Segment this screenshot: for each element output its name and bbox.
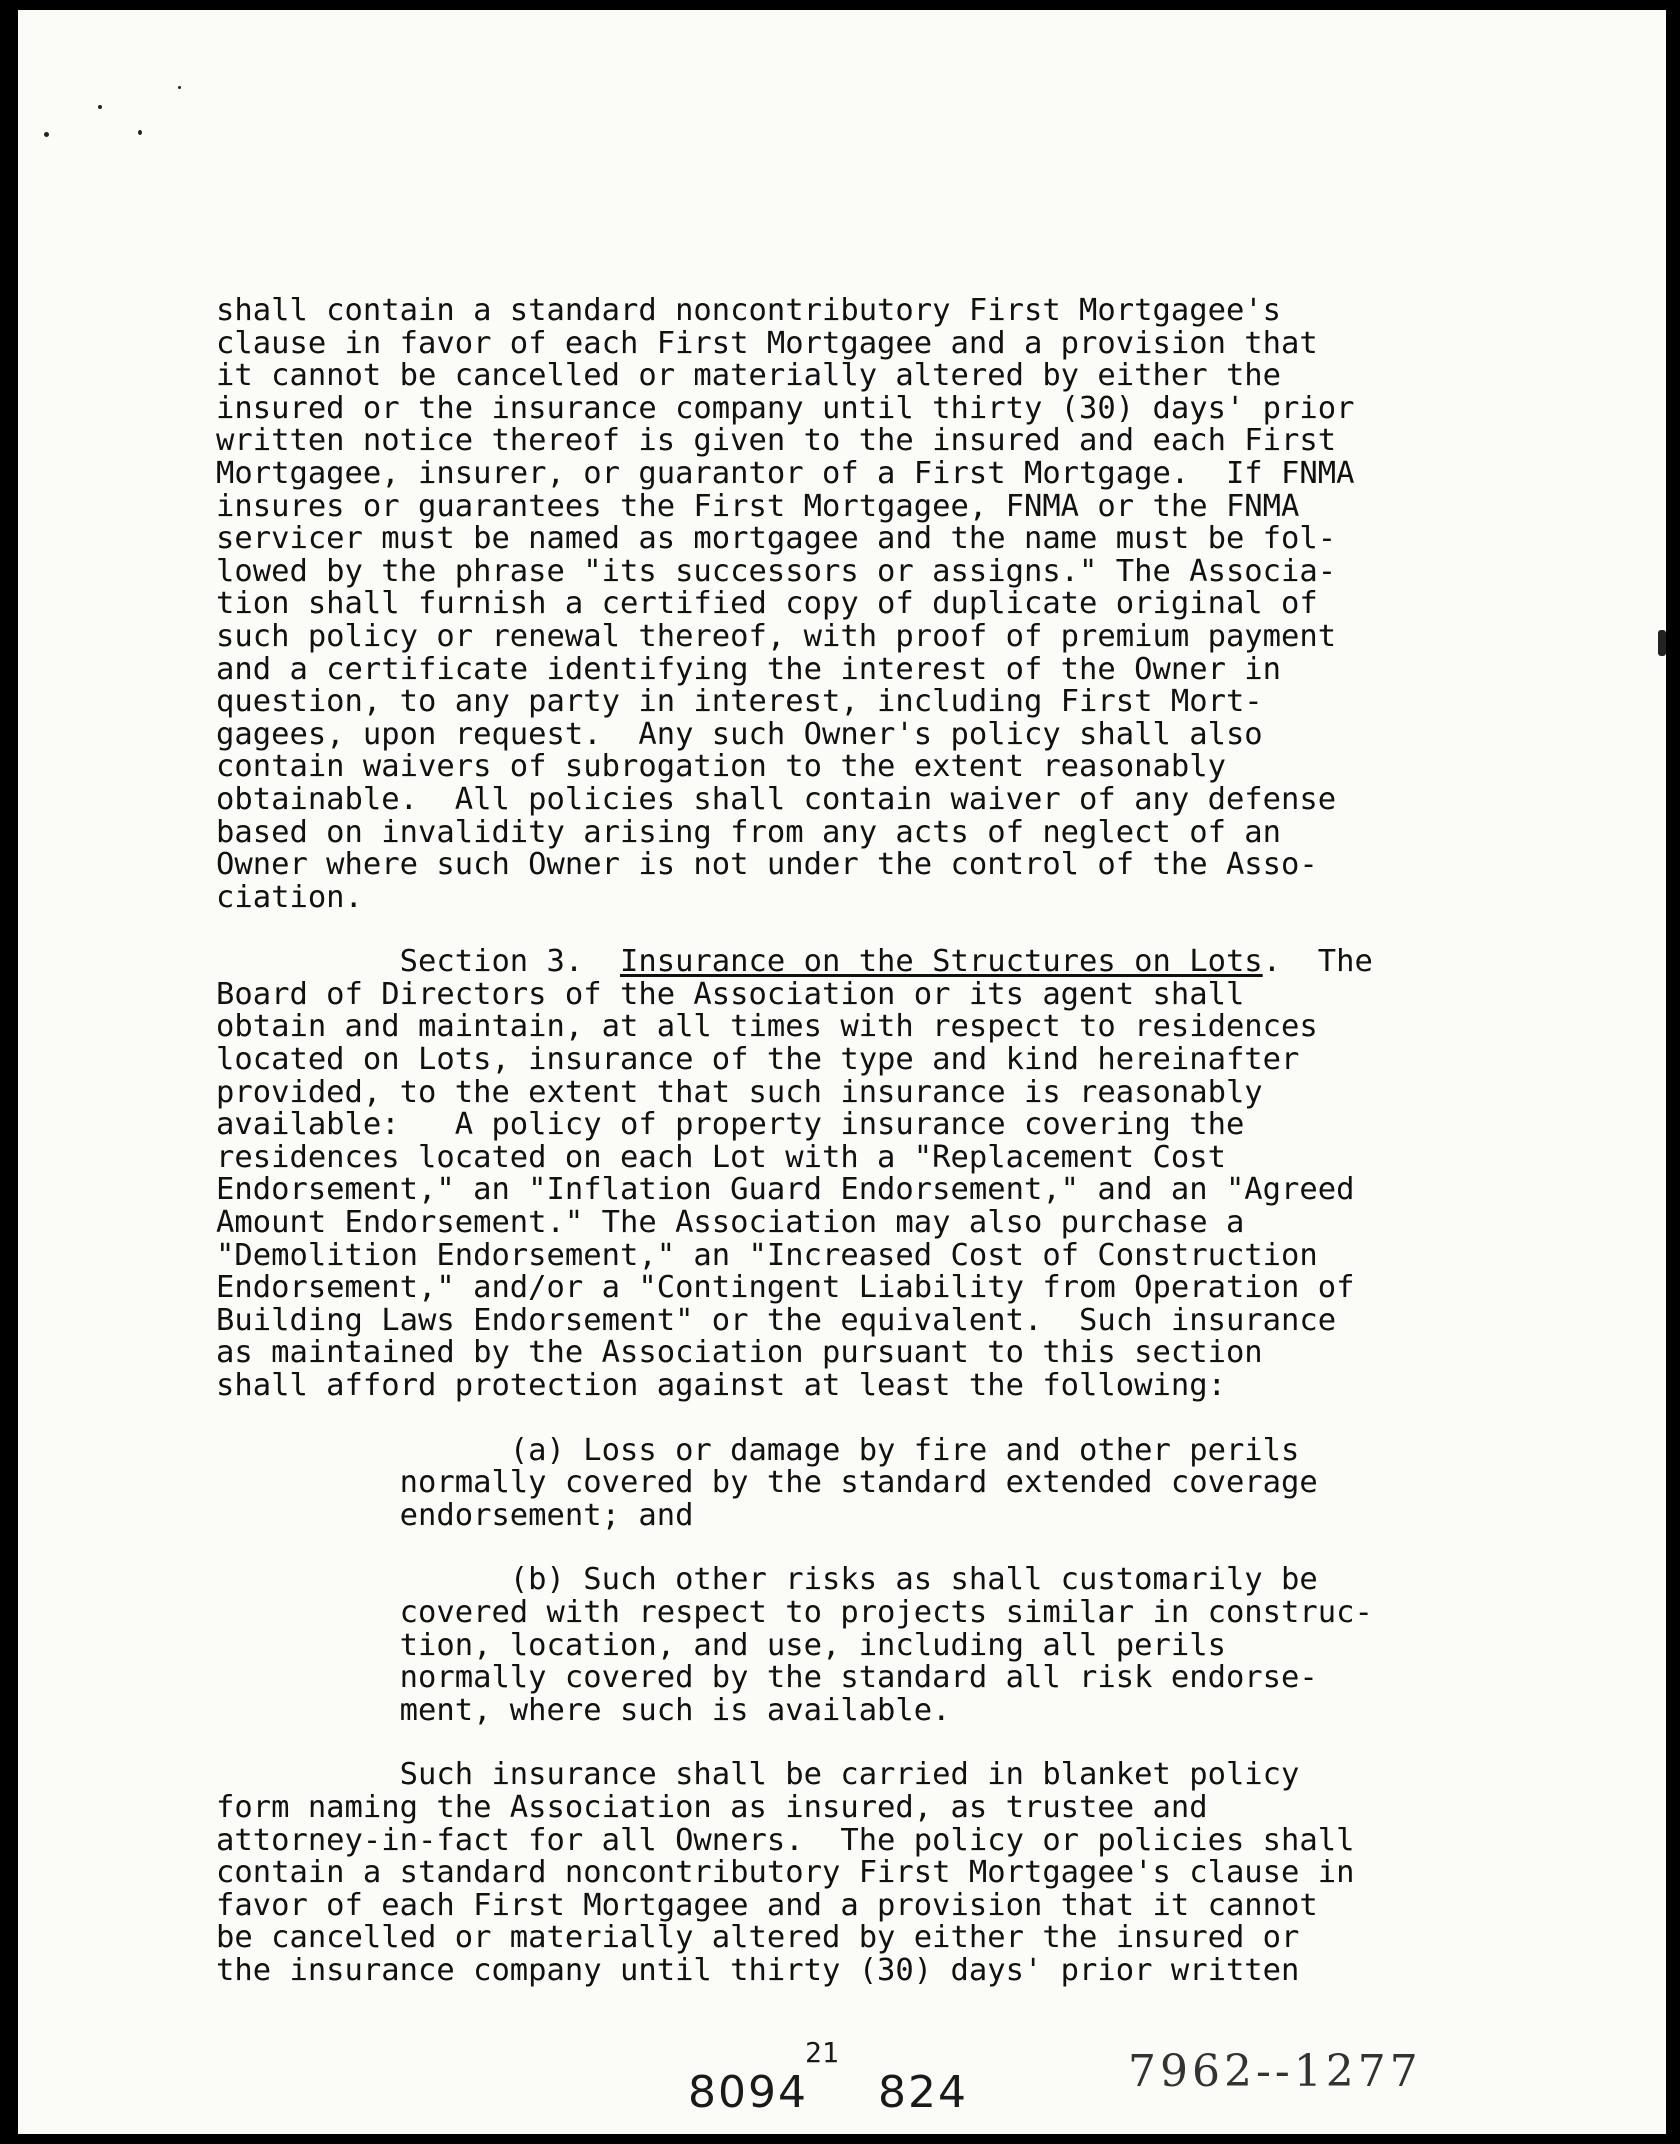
text-line: Such insurance shall be carried in blanket policy <box>216 1757 1300 1793</box>
text-line: provided, to the extent that such insurance is reasonably <box>216 1074 1263 1110</box>
text-line: Owner where such Owner is not under the control of the Asso- <box>216 847 1318 883</box>
text-line: insured or the insurance company until thirty (30) days' prior <box>216 390 1355 426</box>
paragraph-gap <box>216 914 1436 946</box>
text-line: "Demolition Endorsement," an "Increased Cost of Construction <box>216 1237 1318 1273</box>
text-line: Endorsement," an "Inflation Guard Endorsement," and an "Agreed <box>216 1172 1355 1208</box>
document-body <box>216 295 1436 1988</box>
text-line: contain a standard noncontributory First Mortgagee's clause in <box>216 1855 1355 1891</box>
text-line: question, to any party in interest, including First Mort- <box>216 684 1263 720</box>
scan-speck <box>98 105 102 109</box>
text-line: favor of each First Mortgagee and a provision that it cannot <box>216 1887 1318 1923</box>
text-line: normally covered by the standard extended coverage <box>216 1465 1318 1501</box>
text-line: the insurance company until thirty (30) days' prior written <box>216 1952 1300 1988</box>
paragraph-gap <box>216 1727 1436 1759</box>
paragraph-insurance-clause <box>216 295 1436 914</box>
text-line: as maintained by the Association pursuant to this section <box>216 1335 1263 1371</box>
scan-speck <box>1658 630 1666 656</box>
text-line: shall contain a standard noncontributory First Mortgagee's <box>216 293 1282 328</box>
text-line: based on invalidity arising from any acts of neglect of an <box>216 814 1282 850</box>
paragraph-gap <box>216 1532 1436 1564</box>
scan-speck <box>44 132 49 137</box>
book-number: 8094 <box>688 2067 808 2118</box>
text-line: be cancelled or materially altered by either the insured or <box>216 1920 1300 1956</box>
text-line: attorney-in-fact for all Owners. The policy or policies shall <box>216 1822 1355 1858</box>
section-3-lead-tail: . The <box>1262 944 1373 980</box>
text-line: (b) Such other risks as shall customarily be <box>216 1562 1318 1598</box>
scan-speck <box>138 130 142 135</box>
text-line: written notice thereof is given to the insured and each First <box>216 423 1337 459</box>
section-3-heading-line <box>216 946 1436 979</box>
list-item-b <box>216 1564 1436 1727</box>
text-line: shall afford protection against at least the following: <box>216 1368 1226 1403</box>
paragraph-blanket-policy <box>216 1759 1436 1987</box>
text-line: form naming the Association as insured, as trustee and <box>216 1789 1208 1825</box>
list-item-a <box>216 1432 1436 1533</box>
text-line: Endorsement," and/or a "Contingent Liability from Operation of <box>216 1270 1355 1306</box>
text-line: clause in favor of each First Mortgagee and a provision that <box>216 325 1318 361</box>
text-line: normally covered by the standard all risk endorse- <box>216 1660 1318 1696</box>
document-page <box>18 10 1666 2134</box>
text-line: and a certificate identifying the interest of the Owner in <box>216 651 1282 687</box>
section-3-lead: Section 3. <box>216 944 620 980</box>
text-line: tion shall furnish a certified copy of duplicate original of <box>216 586 1318 622</box>
text-line: tion, location, and use, including all perils <box>216 1627 1226 1663</box>
text-line: insures or guarantees the First Mortgagee, FNMA or the FNMA <box>216 488 1300 524</box>
text-line: ciation. <box>216 879 363 915</box>
text-line: it cannot be cancelled or materially altered by either the <box>216 358 1282 394</box>
text-line: such policy or renewal thereof, with proof of premium payment <box>216 618 1337 654</box>
text-line: Amount Endorsement." The Association may also purchase a <box>216 1205 1245 1241</box>
section-3-heading: Insurance on the Structures on Lots <box>619 944 1263 980</box>
text-line: (a) Loss or damage by fire and other perils <box>216 1432 1300 1468</box>
text-line: servicer must be named as mortgagee and the name must be fol- <box>216 521 1337 557</box>
text-line: lowed by the phrase "its successors or assigns." The Associa- <box>216 553 1337 589</box>
text-line: Mortgagee, insurer, or guarantor of a First Mortgage. If FNMA <box>216 455 1355 491</box>
stamp-number: 7962--1277 <box>1128 2046 1422 2097</box>
text-line: located on Lots, insurance of the type and kind hereinafter <box>216 1042 1300 1078</box>
text-line: residences located on each Lot with a "Replacement Cost <box>216 1139 1226 1175</box>
section-3 <box>216 946 1436 1402</box>
text-line: obtain and maintain, at all times with respect to residences <box>216 1009 1318 1045</box>
text-line: obtainable. All policies shall contain waiver of any defense <box>216 781 1337 817</box>
scan-speck <box>178 86 181 89</box>
text-line: contain waivers of subrogation to the extent reasonably <box>216 749 1226 785</box>
text-line: covered with respect to projects similar in construc- <box>216 1594 1373 1630</box>
text-line: Building Laws Endorsement" or the equivalent. Such insurance <box>216 1302 1337 1338</box>
paragraph-gap <box>216 1403 1436 1435</box>
page-number: 21 <box>805 2036 839 2069</box>
text-line: Board of Directors of the Association or its agent shall <box>216 976 1245 1012</box>
text-line: available: A policy of property insurance covering the <box>216 1107 1245 1143</box>
text-line: endorsement; and <box>216 1497 694 1533</box>
text-line: gagees, upon request. Any such Owner's policy shall also <box>216 716 1263 752</box>
text-line: ment, where such is available. <box>216 1692 951 1728</box>
book-page-reference: 824 <box>878 2067 968 2118</box>
